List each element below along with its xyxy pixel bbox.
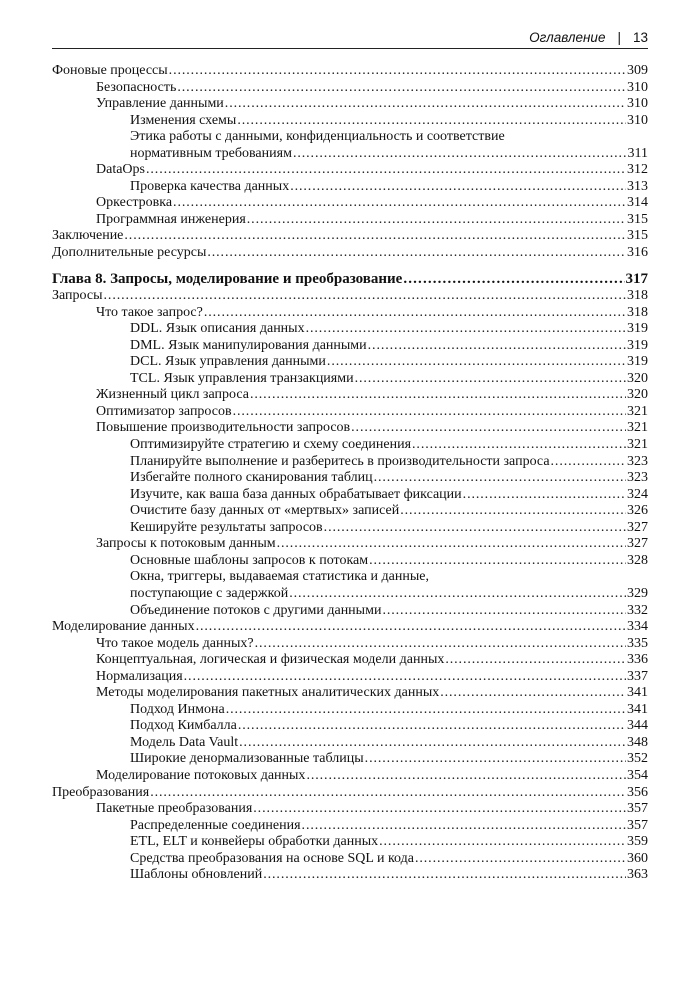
toc-entry-title: Что такое запрос? <box>96 304 203 320</box>
toc-entry-page: 336 <box>627 652 648 668</box>
toc-entry-page: 357 <box>627 801 648 817</box>
toc-entry-page: 313 <box>627 178 648 194</box>
toc-entry-page: 327 <box>627 536 648 552</box>
toc-entry-title: Модель Data Vault <box>130 734 239 750</box>
toc-entry[interactable] <box>52 718 648 735</box>
dot-leader <box>415 851 626 868</box>
toc-entry[interactable] <box>52 619 648 636</box>
toc-entry-page: 341 <box>627 701 648 717</box>
dot-leader <box>379 834 626 851</box>
toc-entry-title: Подход Инмона <box>130 701 225 717</box>
dot-leader <box>351 420 626 437</box>
toc-entry-title: Моделирование данных <box>52 619 195 635</box>
toc-entry-page: 310 <box>627 79 648 95</box>
toc-entry[interactable] <box>52 636 648 653</box>
chapter-heading[interactable] <box>52 271 648 288</box>
toc-entry-title: Методы моделирования пакетных аналитических данных <box>96 685 440 701</box>
dot-leader <box>225 96 626 113</box>
dot-leader <box>226 702 626 719</box>
toc-entry[interactable] <box>52 801 648 818</box>
header-separator: | <box>617 30 621 45</box>
dot-leader <box>551 454 626 471</box>
dot-leader <box>239 735 626 752</box>
toc-entry[interactable] <box>52 212 648 229</box>
toc-entry-title: DML. Язык манипулирования данными <box>130 337 367 353</box>
toc-entry-title: Широкие денормализованные таблицы <box>130 751 364 767</box>
toc-entry[interactable] <box>52 354 648 371</box>
dot-leader <box>355 371 626 388</box>
dot-leader <box>196 619 626 636</box>
page-number: 13 <box>632 30 648 45</box>
toc-entry-title: Фоновые процессы <box>52 63 168 78</box>
toc-entry[interactable] <box>52 420 648 437</box>
header-title: Оглавление <box>529 30 606 45</box>
dot-leader <box>277 536 626 553</box>
toc-entry[interactable] <box>52 63 648 80</box>
toc-entry[interactable] <box>52 454 648 471</box>
toc-entry-page: 348 <box>627 734 648 750</box>
toc-entry[interactable] <box>52 228 648 245</box>
dot-leader <box>412 437 626 454</box>
toc-entry-title: Избегайте полного сканирования таблиц <box>130 470 373 486</box>
dot-leader <box>250 387 626 404</box>
dot-leader <box>247 212 626 229</box>
toc-entry-page: 318 <box>627 304 648 320</box>
dot-leader <box>289 586 626 603</box>
toc-entry[interactable] <box>52 669 648 686</box>
dot-leader <box>445 652 626 669</box>
toc-entry-title: Повышение производительности запросов <box>96 420 351 436</box>
dot-leader <box>150 785 626 802</box>
dot-leader <box>204 305 626 322</box>
toc-entry-page: 321 <box>627 403 648 419</box>
toc-entry-title: Объединение потоков с другими данными <box>130 602 382 618</box>
toc-entry-page: 311 <box>627 145 648 161</box>
toc-entry-title: Дополнительные ресурсы <box>52 245 207 261</box>
dot-leader <box>327 354 626 371</box>
toc-entry[interactable] <box>52 113 648 130</box>
toc-entry-page: 359 <box>627 834 648 850</box>
toc-entry-page: 357 <box>627 817 648 833</box>
toc-entry-title: Проверка качества данных <box>130 178 290 194</box>
toc-entry-page: 319 <box>627 337 648 353</box>
toc-entry-page: 310 <box>627 112 648 128</box>
toc-entry-page: 323 <box>627 470 648 486</box>
toc-entry-title: Подход Кимбалла <box>130 718 237 734</box>
toc-entry-title: Распределенные соединения <box>130 817 301 833</box>
toc-entry[interactable] <box>52 288 648 305</box>
dot-leader <box>237 113 626 130</box>
toc-entry-title: Шаблоны обновлений <box>130 867 263 883</box>
toc-entry[interactable] <box>52 503 648 520</box>
toc-entry-title: Безопасность <box>96 79 177 95</box>
dot-leader <box>124 228 626 245</box>
toc-entry[interactable] <box>52 785 648 802</box>
toc-entry[interactable] <box>52 702 648 719</box>
dot-leader <box>253 801 626 818</box>
toc-entry-page: 323 <box>627 453 648 469</box>
toc-entry-title: Нормализация <box>96 668 183 684</box>
toc-entry[interactable] <box>52 603 648 620</box>
toc-entry-title: Средства преобразования на основе SQL и кода <box>130 850 414 866</box>
toc-entry-page: 332 <box>627 602 648 618</box>
toc-entry-title-line2: нормативным требованиям <box>130 145 292 161</box>
toc-entry-page: 319 <box>627 354 648 370</box>
dot-leader <box>306 321 626 338</box>
toc-entry-page: 360 <box>627 850 648 866</box>
toc-entry-title: Планируйте выполнение и разберитесь в производительности запроса <box>130 453 550 469</box>
dot-leader <box>306 768 626 785</box>
toc-entry[interactable] <box>52 437 648 454</box>
toc-entry[interactable] <box>52 586 648 603</box>
dot-leader <box>440 685 626 702</box>
dot-leader <box>302 818 626 835</box>
toc-entry-page: 321 <box>627 437 648 453</box>
chapter-title: Глава 8. Запросы, моделирование и преобразование <box>52 270 403 287</box>
toc-entry-title: Оптимизируйте стратегию и схему соединения <box>130 437 412 453</box>
dot-leader <box>255 636 626 653</box>
toc-entry-page: 321 <box>627 420 648 436</box>
toc-entry[interactable] <box>52 195 648 212</box>
toc-entry-page: 329 <box>627 585 648 601</box>
toc-entry[interactable] <box>52 652 648 669</box>
toc-entry[interactable] <box>52 867 648 884</box>
toc-entry-page: 309 <box>627 63 648 78</box>
toc-entry-title: Преобразования <box>52 784 150 800</box>
dot-leader <box>293 146 627 163</box>
toc-entry-title: Программная инженерия <box>96 211 246 227</box>
dot-leader <box>173 195 626 212</box>
toc-entry-page: 352 <box>627 751 648 767</box>
dot-leader <box>184 669 626 686</box>
dot-leader <box>368 338 626 355</box>
toc-entry[interactable] <box>52 338 648 355</box>
toc-entry[interactable] <box>52 470 648 487</box>
toc-entry-title: Оптимизатор запросов <box>96 403 232 419</box>
toc-entry-title: TCL. Язык управления транзакциями <box>130 370 354 386</box>
dot-leader <box>263 867 626 884</box>
dot-leader <box>463 487 626 504</box>
chapter-page: 317 <box>625 270 648 287</box>
toc-entry-title: Изучите, как ваша база данных обрабатывает фиксации <box>130 486 462 502</box>
toc-entry[interactable] <box>52 321 648 338</box>
toc-entry-page: 310 <box>627 96 648 112</box>
toc-entry-title: Концептуальная, логическая и физическая модели данных <box>96 652 445 668</box>
toc-entry-title: DDL. Язык описания данных <box>130 321 305 337</box>
toc-entry-title: DCL. Язык управления данными <box>130 354 326 370</box>
toc-entry-title: Моделирование потоковых данных <box>96 767 306 783</box>
toc-entry-title: Кешируйте результаты запросов <box>130 519 323 535</box>
toc-entry-page: 315 <box>627 228 648 244</box>
toc-entry[interactable] <box>52 162 648 179</box>
dot-leader <box>374 470 626 487</box>
dot-leader <box>233 404 626 421</box>
toc-entry[interactable] <box>52 520 648 537</box>
toc-entry[interactable] <box>52 768 648 785</box>
toc-entry-title: Основные шаблоны запросов к потокам <box>130 552 369 568</box>
dot-leader <box>177 80 626 97</box>
toc-entry-title: Жизненный цикл запроса <box>96 387 249 403</box>
toc-entry[interactable] <box>52 245 648 262</box>
toc-entry-title-line2: поступающие с задержкой <box>130 585 289 601</box>
toc-entry[interactable] <box>52 751 648 768</box>
toc-entry-page: 326 <box>627 503 648 519</box>
header-text <box>529 30 648 46</box>
toc-entry-page: 327 <box>627 519 648 535</box>
toc-entry-title: Оркестровка <box>96 195 173 211</box>
toc-entry[interactable] <box>52 179 648 196</box>
dot-leader <box>238 718 626 735</box>
dot-leader <box>324 520 626 537</box>
table-of-contents <box>52 63 648 884</box>
toc-entry[interactable] <box>52 404 648 421</box>
toc-entry-title: Очистите базу данных от «мертвых» записей <box>130 503 400 519</box>
toc-entry[interactable] <box>52 387 648 404</box>
toc-entry-page: 312 <box>627 162 648 178</box>
dot-leader <box>290 179 626 196</box>
toc-entry-page: 335 <box>627 635 648 651</box>
toc-entry-title: Пакетные преобразования <box>96 801 253 817</box>
toc-entry-page: 314 <box>627 195 648 211</box>
toc-entry[interactable] <box>52 536 648 553</box>
dot-leader <box>104 288 626 305</box>
toc-entry-page: 324 <box>627 486 648 502</box>
dot-leader <box>382 603 626 620</box>
toc-entry[interactable] <box>52 685 648 702</box>
toc-entry-title: Изменения схемы <box>130 112 237 128</box>
toc-entry-page: 334 <box>627 619 648 635</box>
toc-entry-page: 341 <box>627 685 648 701</box>
toc-entry-title: DataOps <box>96 162 145 178</box>
toc-entry[interactable] <box>52 487 648 504</box>
toc-entry-title: ETL, ELT и конвейеры обработки данных <box>130 834 379 850</box>
toc-entry-page: 356 <box>627 784 648 800</box>
running-header <box>52 30 648 49</box>
toc-entry-page: 354 <box>627 767 648 783</box>
dot-leader <box>403 271 624 288</box>
toc-entry-title: Что такое модель данных? <box>96 635 254 651</box>
toc-entry-title-line1[interactable]: Этика работы с данными, конфиденциальность и соответствие <box>130 129 505 145</box>
toc-entry-title: Управление данными <box>96 96 224 112</box>
dot-leader <box>207 245 626 262</box>
toc-entry-page: 363 <box>627 867 648 883</box>
toc-entry-page: 315 <box>627 211 648 227</box>
toc-entry-page: 319 <box>627 321 648 337</box>
toc-entry[interactable] <box>52 735 648 752</box>
toc-entry-title: Запросы к потоковым данным <box>96 536 276 552</box>
toc-entry[interactable] <box>52 834 648 851</box>
toc-entry-page: 320 <box>627 387 648 403</box>
toc-entry-page: 318 <box>627 288 648 304</box>
toc-entry[interactable] <box>52 371 648 388</box>
toc-entry-page: 337 <box>627 668 648 684</box>
toc-entry-title: Заключение <box>52 228 124 244</box>
dot-leader <box>369 553 626 570</box>
toc-entry[interactable] <box>52 818 648 835</box>
dot-leader <box>365 751 626 768</box>
toc-entry[interactable] <box>52 96 648 113</box>
toc-entry[interactable] <box>52 146 648 163</box>
toc-entry[interactable] <box>52 80 648 97</box>
toc-entry-page: 316 <box>627 245 648 261</box>
toc-entry[interactable] <box>52 851 648 868</box>
toc-entry-page: 344 <box>627 718 648 734</box>
dot-leader <box>146 162 626 179</box>
toc-entry[interactable] <box>52 305 648 322</box>
toc-entry-page: 320 <box>627 370 648 386</box>
toc-entry-page: 328 <box>627 552 648 568</box>
dot-leader <box>169 63 626 80</box>
dot-leader <box>400 503 626 520</box>
toc-entry-title-line1[interactable]: Окна, триггеры, выдаваемая статистика и данные, <box>130 569 429 585</box>
toc-entry-title: Запросы <box>52 288 103 304</box>
toc-entry[interactable] <box>52 553 648 570</box>
